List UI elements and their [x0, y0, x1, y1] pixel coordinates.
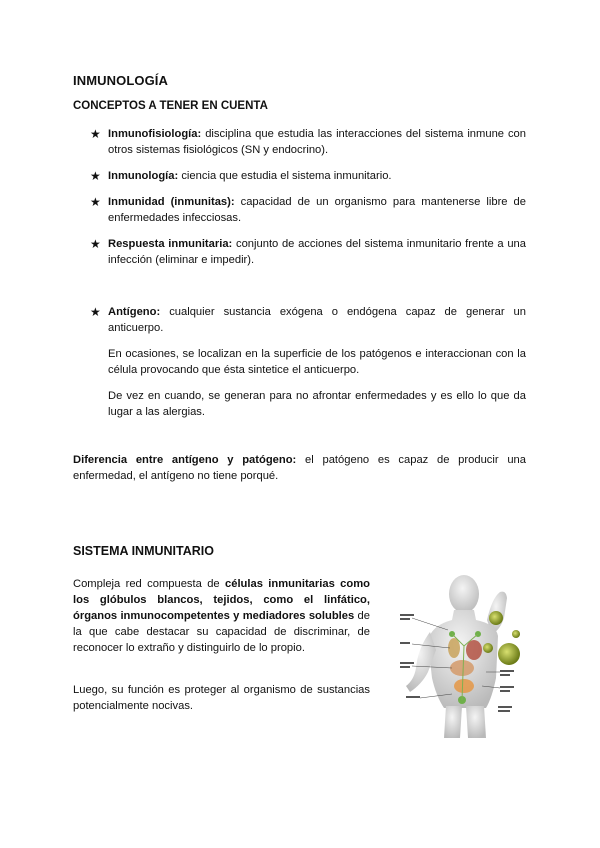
section-title: SISTEMA INMUNITARIO: [73, 544, 214, 558]
function-paragraph: Luego, su función es proteger al organismo de sustancias potencialmente nocivas.: [73, 684, 370, 712]
concept-item: [90, 194, 526, 226]
concept-term: Inmunofisiología:: [108, 128, 202, 140]
star-bullet-icon: ★: [90, 237, 101, 251]
concept-term: Inmunología:: [108, 170, 179, 182]
star-bullet-icon: ★: [90, 169, 101, 183]
concept-definition: conjunto de acciones del sistema inmunitario frente a una infección (eliminar e impedir).: [108, 238, 527, 266]
star-bullet-icon: ★: [90, 195, 101, 209]
immune-system-paragraph: [73, 576, 370, 656]
concept-term: Inmunidad (inmunitas):: [108, 196, 235, 208]
difference-term: Diferencia entre antígeno y patógeno:: [73, 454, 297, 466]
star-bullet-icon: ★: [90, 127, 101, 141]
concept-definition: cualquier sustancia exógena o endógena capaz de generar un anticuerpo.: [108, 306, 526, 334]
concept-definition: disciplina que estudia las interacciones del sistema inmune con otros sistemas fisiológicos (SN y endocrino).: [108, 128, 526, 156]
concept-term: Antígeno:: [108, 306, 161, 318]
paragraph-bold-text: células inmunitarias como los glóbulos blancos, tejidos, como el linfático, órganos inmunocompetentes y mediadores solubles: [73, 578, 370, 622]
concept-item: [90, 126, 526, 158]
difference-paragraph: [73, 452, 526, 484]
paragraph-text: de la que cabe destacar su capacidad de discriminar, de reconocer lo extraño y distinguirlo de lo propio.: [73, 610, 370, 654]
concept-item: [90, 304, 526, 336]
star-bullet-icon: ★: [90, 305, 101, 319]
section-subtitle: CONCEPTOS A TENER EN CUENTA: [73, 100, 268, 112]
human-immune-system-illustration: [392, 568, 530, 738]
concept-term: Respuesta inmunitaria:: [108, 238, 233, 250]
concept-item: [90, 168, 526, 184]
difference-definition: el patógeno es capaz de producir una enfermedad, el antígeno no tiene porqué.: [73, 454, 526, 482]
antigen-paragraph: De vez en cuando, se generan para no afrontar enfermedades y es ello lo que da lugar a las alergias.: [108, 390, 526, 418]
paragraph-text: Compleja red compuesta de: [73, 578, 225, 590]
page-title: INMUNOLOGÍA: [73, 73, 168, 88]
concept-definition: capacidad de un organismo para mantenerse libre de enfermedades infecciosas.: [108, 196, 526, 224]
concept-item: [90, 236, 526, 268]
concept-definition: ciencia que estudia el sistema inmunitario.: [178, 170, 392, 182]
antigen-paragraph: En ocasiones, se localizan en la superficie de los patógenos e interaccionan con la célula provocando que ésta sintetice el anticuerpo.: [108, 348, 526, 376]
